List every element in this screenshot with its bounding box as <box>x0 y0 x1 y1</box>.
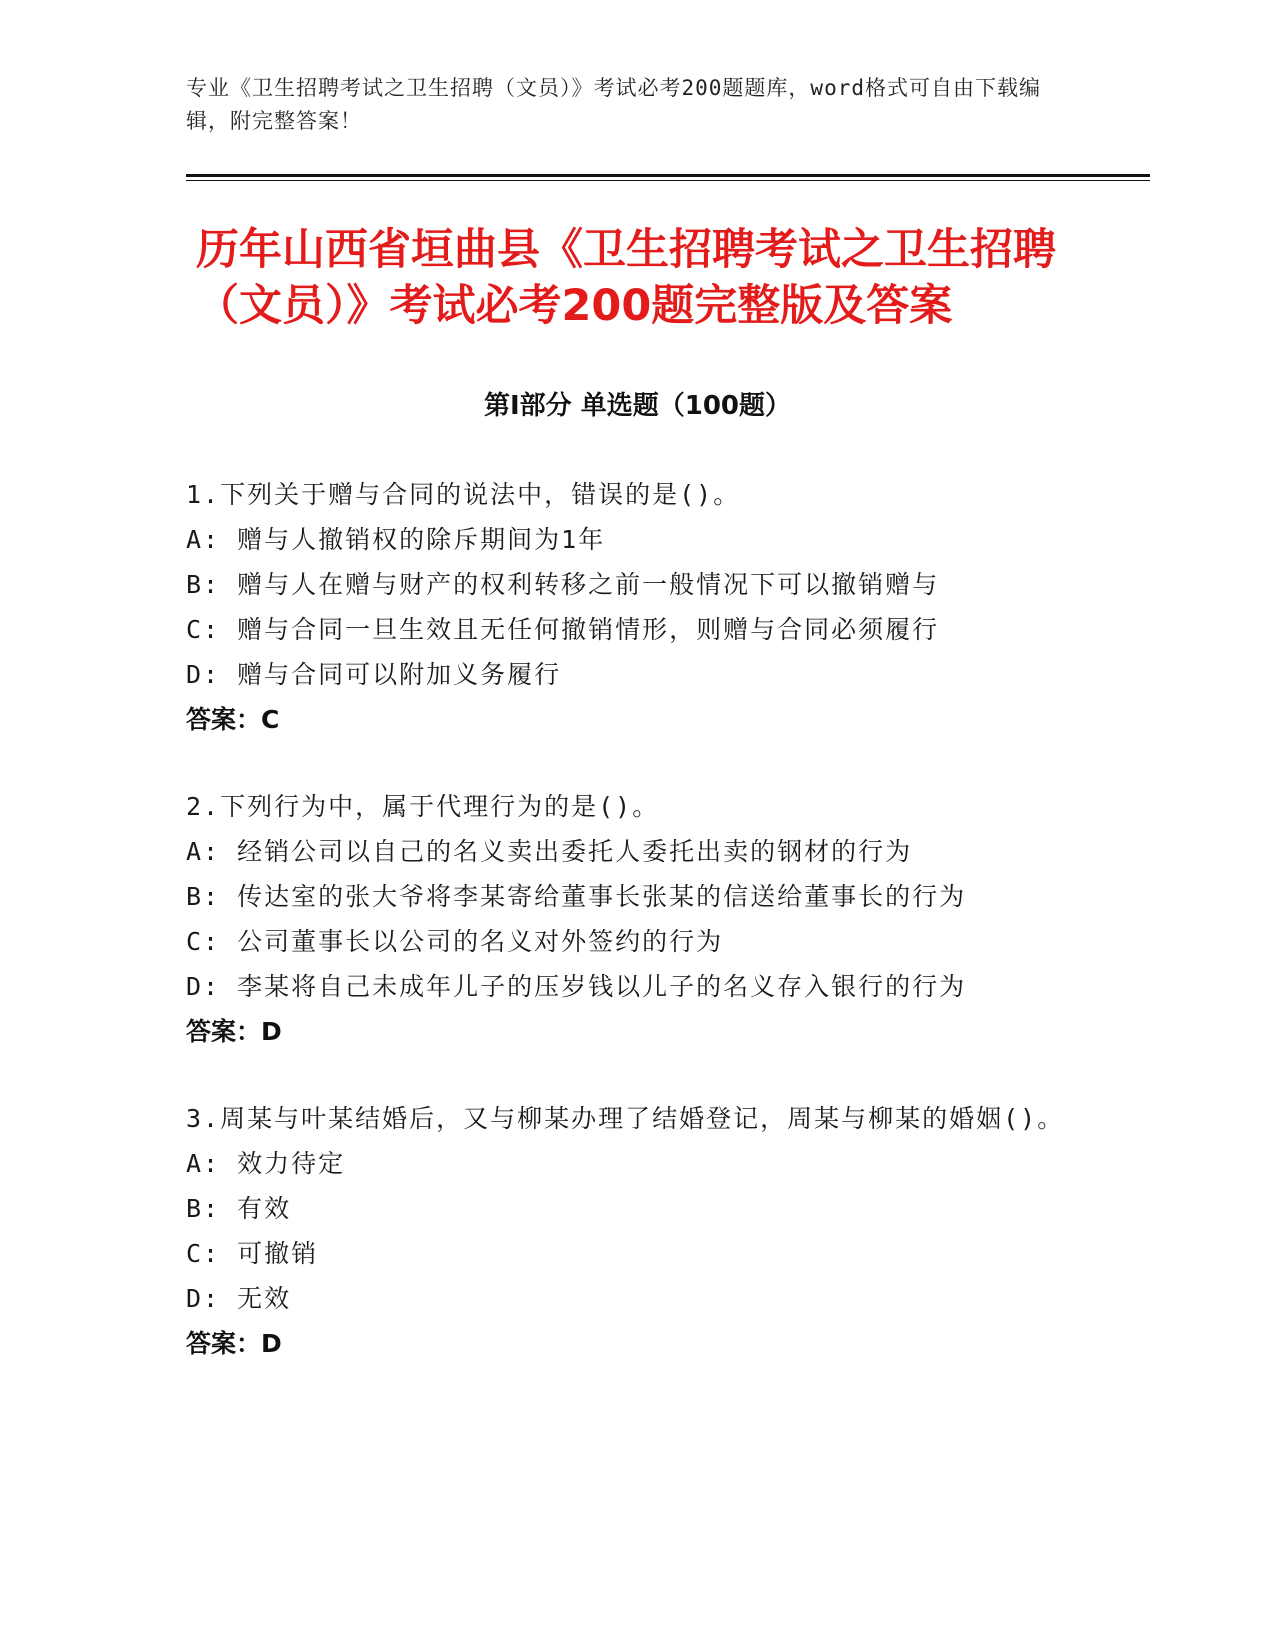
answer-line: 答案：C <box>186 705 280 734</box>
question-item <box>186 784 1086 1054</box>
answer-line: 答案：D <box>186 1017 282 1046</box>
option-c: C: 公司董事长以公司的名义对外签约的行为 <box>186 927 724 956</box>
question-stem: 3.周某与叶某结婚后，又与柳某办理了结婚登记，周某与柳某的婚姻()。 <box>186 1104 1065 1133</box>
question-item <box>186 1096 1086 1366</box>
option-a: A: 效力待定 <box>186 1149 346 1178</box>
option-c: C: 赠与合同一旦生效且无任何撤销情形，则赠与合同必须履行 <box>186 615 940 644</box>
option-c: C: 可撤销 <box>186 1239 319 1268</box>
question-item <box>186 472 1086 742</box>
header-divider-thick <box>186 174 1150 177</box>
section-heading: 第Ⅰ部分 单选题（100题） <box>484 391 791 421</box>
header-note: 专业《卫生招聘考试之卫生招聘（文员）》考试必考200题题库，word格式可自由下载编辑，附完整答案！ <box>186 76 1041 133</box>
option-d: D: 李某将自己未成年儿子的压岁钱以儿子的名义存入银行的行为 <box>186 972 967 1001</box>
document-title: 历年山西省垣曲县《卫生招聘考试之卫生招聘（文员）》考试必考200题完整版及答案 <box>196 225 1056 331</box>
option-b: B: 传达室的张大爷将李某寄给董事长张某的信送给董事长的行为 <box>186 882 967 911</box>
header-divider-thin <box>186 180 1150 181</box>
option-a: A: 赠与人撤销权的除斥期间为1年 <box>186 525 606 554</box>
answer-line: 答案：D <box>186 1329 282 1358</box>
option-b: B: 有效 <box>186 1194 292 1223</box>
option-d: D: 无效 <box>186 1284 292 1313</box>
question-list <box>186 472 1086 1408</box>
option-a: A: 经销公司以自己的名义卖出委托人委托出卖的钢材的行为 <box>186 837 913 866</box>
question-stem: 1.下列关于赠与合同的说法中，错误的是()。 <box>186 480 741 509</box>
option-b: B: 赠与人在赠与财产的权利转移之前一般情况下可以撤销赠与 <box>186 570 940 599</box>
option-d: D: 赠与合同可以附加义务履行 <box>186 660 562 689</box>
question-stem: 2.下列行为中，属于代理行为的是()。 <box>186 792 660 821</box>
